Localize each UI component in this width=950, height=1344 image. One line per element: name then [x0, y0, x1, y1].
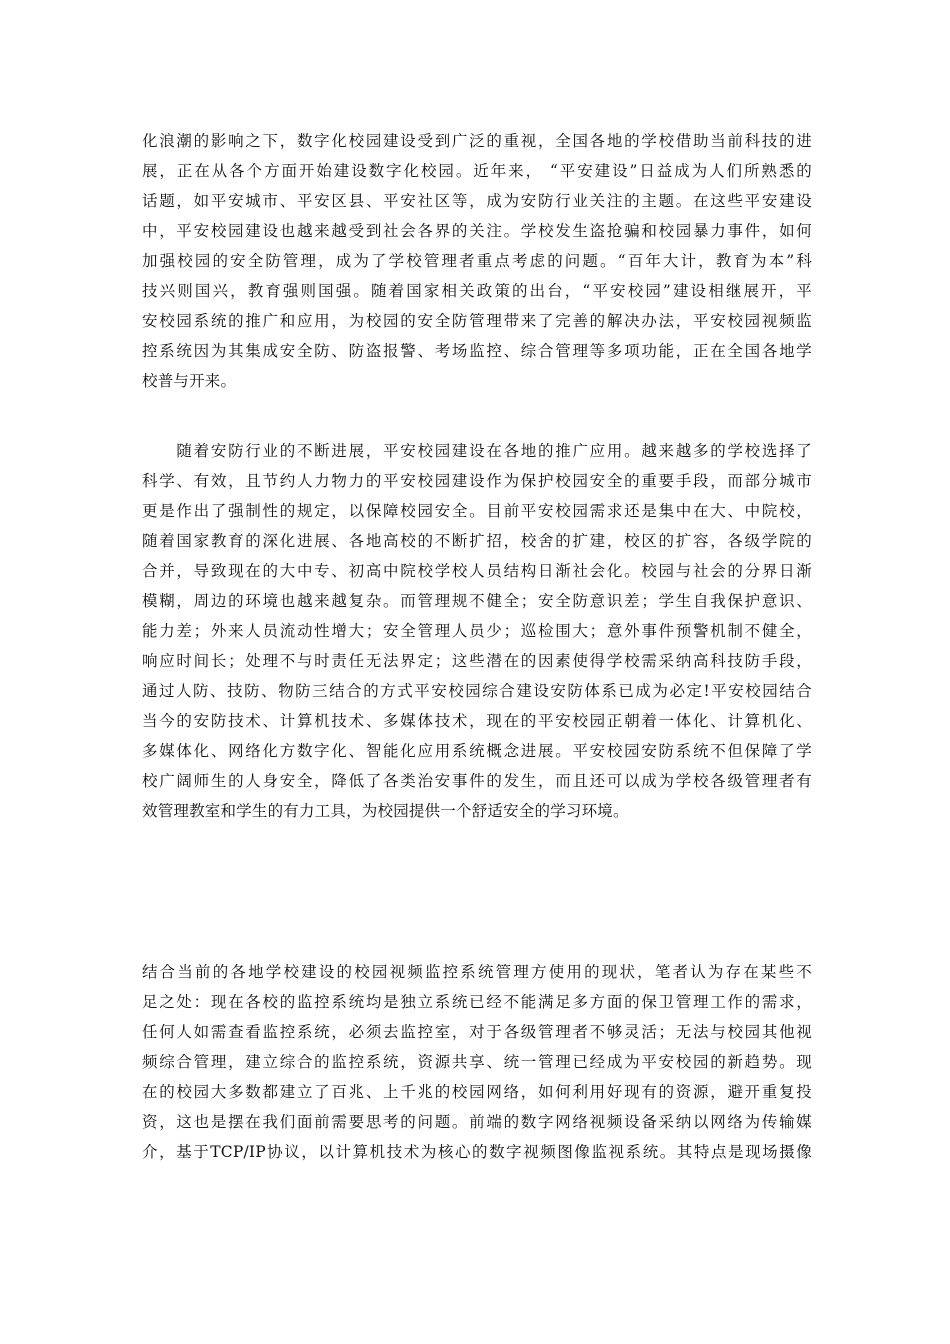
- text-line: 中，平安校园建设也越来越受到社会各界的关注。学校发生盗抢骗和校园暴力事件，如何: [142, 222, 812, 240]
- text-line: 效管理教室和学生的有力工具，为校园提供一个舒适安全的学习环境。: [142, 802, 629, 820]
- text-line: 模糊，周边的环境也越来越复杂。而管理规不健全；安全防意识差；学生自我保护意识、: [142, 592, 812, 610]
- text-line: 安校园系统的推广和应用，为校园的安全防管理带来了完善的解决办法，平安校园视频监: [142, 312, 812, 330]
- text-line: 随着国家教育的深化进展、各地高校的不断扩招，校舍的扩建，校区的扩容，各级学院的: [142, 532, 812, 550]
- text-line: 多媒体化、网络化方数字化、智能化应用系统概念进展。平安校园安防系统不但保障了学: [142, 742, 812, 760]
- text-line: 任何人如需查看监控系统，必须去监控室，对于各级管理者不够灵活；无法与校园其他视: [142, 1023, 812, 1041]
- text-line: 技兴则国兴，教育强则国强。随着国家相关政策的出台，“平安校园”建设相继展开，平: [142, 282, 812, 300]
- text-line: 校普与开来。: [142, 372, 237, 390]
- text-line: 加强校园的安全防管理，成为了学校管理者重点考虑的问题。“百年大计，教育为本”科: [142, 252, 812, 270]
- paragraph-3: [142, 957, 812, 1167]
- text-line: 更是作出了强制性的规定，以保障校园安全。目前平安校园需求还是集中在大、中院校，: [142, 502, 812, 520]
- paragraph-1: [142, 126, 812, 396]
- paragraph-2: [142, 436, 812, 826]
- text-line: 话题，如平安城市、平安区县、平安社区等，成为安防行业关注的主题。在这些平安建设: [142, 192, 812, 210]
- text-line: 展，正在从各个方面开始建设数字化校园。近年来， “平安建设”日益成为人们所熟悉的: [142, 162, 812, 180]
- text-line: 介，基于TCP/IP协议，以计算机技术为核心的数字视频图像监视系统。其特点是现场摄像: [142, 1143, 812, 1161]
- text-line: 合并，导致现在的大中专、初高中院校学校人员结构日渐社会化。校园与社会的分界日渐: [142, 562, 812, 580]
- text-line: 资，这也是摆在我们面前需要思考的问题。前端的数字网络视频设备采纳以网络为传输媒: [142, 1113, 812, 1131]
- text-line: 在的校园大多数都建立了百兆、上千兆的校园网络，如何利用好现有的资源，避开重复投: [142, 1083, 812, 1101]
- text-line: 响应时间长；处理不与时责任无法界定；这些潜在的因素使得学校需采纳高科技防手段，: [142, 652, 812, 670]
- text-line: 当今的安防技术、计算机技术、多媒体技术，现在的平安校园正朝着一体化、计算机化、: [142, 712, 812, 730]
- text-line: 通过人防、技防、物防三结合的方式平安校园综合建设安防体系已成为必定!平安校园结合: [142, 682, 812, 700]
- text-line: 科学、有效，且节约人力物力的平安校园建设作为保护校园安全的重要手段，而部分城市: [142, 472, 812, 490]
- text-line: 化浪潮的影响之下，数字化校园建设受到广泛的重视，全国各地的学校借助当前科技的进: [142, 132, 812, 150]
- text-line: 频综合管理，建立综合的监控系统，资源共享、统一管理已经成为平安校园的新趋势。现: [142, 1053, 812, 1071]
- text-line: 结合当前的各地学校建设的校园视频监控系统管理方使用的现状，笔者认为存在某些不: [142, 963, 812, 981]
- text-line: 能力差；外来人员流动性增大；安全管理人员少；巡检围大；意外事件预警机制不健全，: [142, 622, 812, 640]
- text-line: 足之处：现在各校的监控系统均是独立系统已经不能满足多方面的保卫管理工作的需求，: [142, 993, 812, 1011]
- text-line: 控系统因为其集成安全防、防盗报警、考场监控、综合管理等多项功能，正在全国各地学: [142, 342, 812, 360]
- text-line: 随着安防行业的不断进展，平安校园建设在各地的推广应用。越来越多的学校选择了: [142, 442, 812, 460]
- text-line: 校广阔师生的人身安全，降低了各类治安事件的发生，而且还可以成为学校各级管理者有: [142, 772, 812, 790]
